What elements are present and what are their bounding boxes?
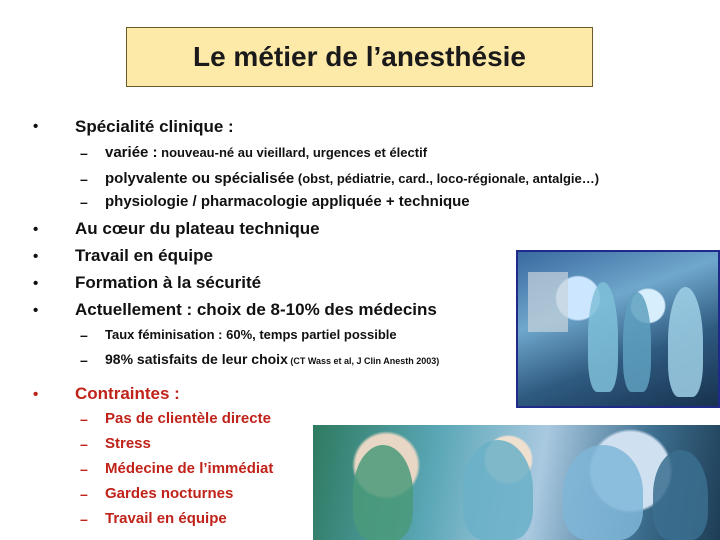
dash: – [80, 194, 88, 210]
variee-detail: nouveau-né au vieillard, urgences et électif [157, 145, 428, 160]
satisfaits-ref: (CT Wass et al, J Clin Anesth 2003) [287, 356, 440, 366]
dash: – [80, 436, 88, 452]
dash: – [80, 461, 88, 477]
bullet: • [33, 118, 39, 135]
dash: – [80, 327, 88, 343]
surgical-team-photo [313, 425, 720, 540]
dash: – [80, 352, 88, 368]
item-contrainte-5: Travail en équipe [105, 510, 227, 527]
item-coeur: Au cœur du plateau technique [75, 219, 320, 238]
item-equipe: Travail en équipe [75, 246, 213, 265]
item-satisfaits [105, 351, 439, 367]
item-polyvalente [105, 170, 599, 187]
item-variee [105, 144, 427, 161]
slide-title: Le métier de l’anesthésie [192, 41, 527, 72]
satisfaits-text: 98% satisfaits de leur choix [105, 351, 288, 367]
item-contrainte-2: Stress [105, 435, 151, 452]
item-contrainte-4: Gardes nocturnes [105, 485, 234, 502]
item-contrainte-3: Médecine de l’immédiat [105, 460, 274, 477]
item-specialite: Spécialité clinique : [75, 117, 234, 136]
dash: – [80, 511, 88, 527]
item-contraintes: Contraintes : [75, 384, 180, 403]
dash: – [80, 411, 88, 427]
polyvalente-label: polyvalente ou spécialisée [105, 170, 295, 187]
item-physiologie: physiologie / pharmacologie appliquée + technique [105, 193, 470, 210]
bullet: • [33, 221, 39, 238]
item-actuellement: Actuellement : choix de 8-10% des médecins [75, 300, 437, 319]
item-contrainte-1: Pas de clientèle directe [105, 410, 271, 427]
dash: – [80, 171, 88, 187]
dash: – [80, 486, 88, 502]
item-formation: Formation à la sécurité [75, 273, 262, 292]
bullet: • [33, 275, 39, 292]
title-box [126, 27, 593, 87]
operating-room-photo [516, 250, 720, 408]
polyvalente-detail: (obst, pédiatrie, card., loco-régionale, antalgie…) [294, 171, 600, 186]
bullet: • [33, 302, 39, 319]
item-feminisation: Taux féminisation : 60%, temps partiel possible [105, 327, 397, 342]
variee-label: variée : [105, 144, 158, 161]
bullet: • [33, 248, 39, 265]
dash: – [80, 145, 88, 161]
bullet: • [33, 386, 39, 403]
